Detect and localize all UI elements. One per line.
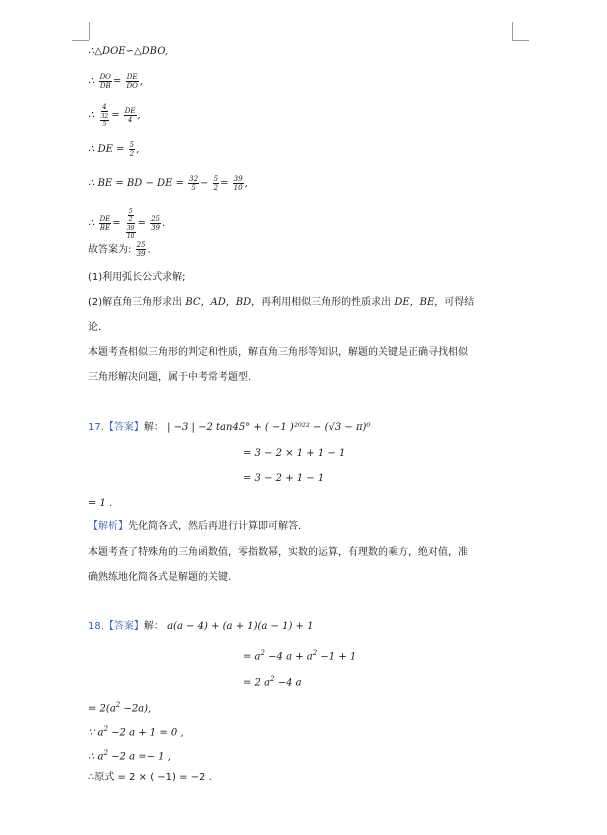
p17-analysis: 【解析】先化简各式，然后再进行计算即可解答. — [88, 521, 302, 532]
answer-line: 故答案为: $\frac{25}{39}$ . — [88, 241, 151, 258]
analysis-1: (1)利用弧长公式求解; — [88, 272, 186, 283]
problem-17-header: 17.【答案】解： | −3 | −2 tan45° + ( −1 )²⁰²² − (√3 − π)⁰ — [88, 422, 371, 433]
p17-step-3: = 1 . — [88, 498, 113, 509]
p17-step-2: = 3 − 2 + 1 − 1 — [243, 473, 325, 484]
crop-mark-top-left — [89, 22, 90, 40]
p17-comment-1: 本题考查了特殊角的三角函数值，零指数幂，实数的运算，有理数的乘方，绝对值，准 — [88, 547, 468, 558]
crop-mark-top-right — [512, 40, 529, 41]
crop-mark-top-left — [72, 40, 89, 41]
p18-result: ∴原式 = 2 × ( −1) = −2 . — [88, 772, 212, 783]
step-substitute: ∴ $\frac{4}{\frac{32}{5}}$ = $\frac{DE}{4}$ , — [88, 103, 141, 128]
step-be-value: ∴ BE = BD − DE = $\frac{32}{5}$ − $\frac{5}{2}$ = $\frac{39}{10}$ , — [88, 175, 248, 192]
comment-2: 三角形解决问题，属于中考常考题型. — [88, 372, 252, 383]
p18-step-1: = $a^2 -4$ $a + a^2 -1 + 1$ — [243, 649, 357, 663]
comment-1: 本题考查相似三角形的判定和性质，解直角三角形等知识，解题的关键是正确寻找相似 — [88, 347, 468, 358]
step-similar-triangles: ∴△DOE∽△DBO, — [88, 46, 168, 57]
p18-step-5: ∴ $a^2 -2$ a =− 1 , — [88, 749, 171, 763]
p18-step-4: ∵ $a^2 -2$ a + 1 = 0 , — [88, 725, 184, 739]
p18-step-2: = 2 $a^2 -4$ a — [243, 675, 302, 689]
analysis-2-cont: 论. — [88, 322, 102, 333]
crop-mark-top-right — [512, 22, 513, 40]
p17-comment-2: 确熟练地化简各式是解题的关键. — [88, 572, 232, 583]
problem-18-header: 18.【答案】解： a(a − 4) + (a + 1)(a − 1) + 1 — [88, 621, 314, 632]
step-ratio-result: ∴ $\frac{DE}{BE}$ = $\frac{\frac{5}{2}}{\frac{39}{10}}$ = $\frac{25}{39}$ . — [88, 208, 166, 240]
analysis-2: (2)解直角三角形求出 BC，AD，BD，再利用相似三角形的性质求出 DE，BE，可得结 — [88, 297, 475, 308]
step-ratio: ∴ $\frac{DO}{DB}$ = $\frac{DE}{DO}$ , — [88, 73, 144, 90]
p18-step-3: = $2(a^2 -2a)$, — [88, 701, 152, 715]
p17-step-1: = 3 − 2 × 1 + 1 − 1 — [243, 448, 346, 459]
step-de-value: ∴ DE = $\frac{5}{2}$ , — [88, 141, 140, 158]
